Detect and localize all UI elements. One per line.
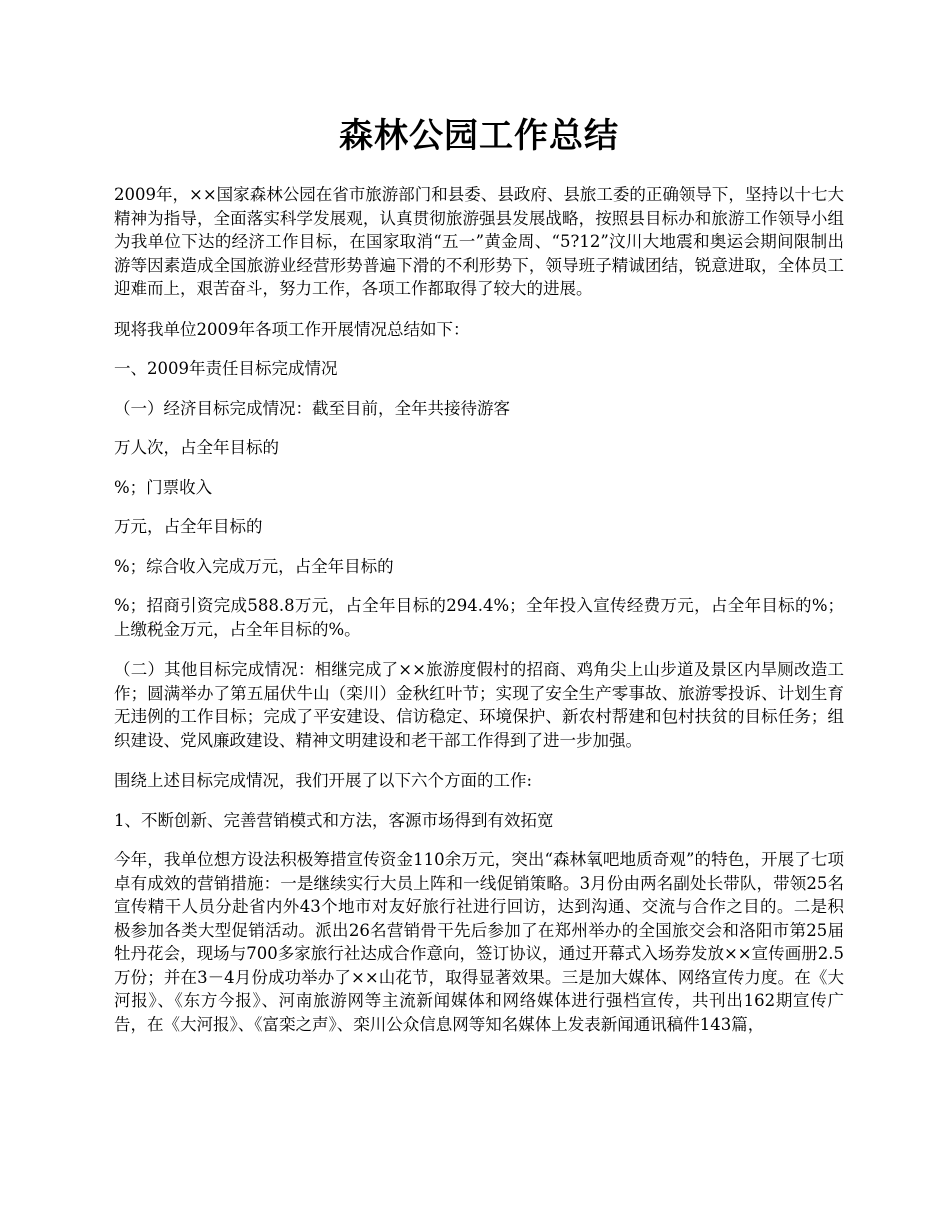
paragraph-ticket-percent: 万元，占全年目标的 — [114, 517, 263, 536]
document-body — [114, 183, 844, 1036]
document-title: 森林公园工作总结 — [339, 116, 619, 156]
paragraph-ticket-income: %；门票收入 — [114, 477, 213, 497]
paragraph-investment: %；招商引资完成588.8万元，占全年目标的294.4%；全年投入宣传经费万元，占全年目标的%；上缴税金万元，占全年目标的%。 — [114, 596, 844, 639]
paragraph-visitors-percent: 万人次，占全年目标的 — [114, 438, 279, 457]
paragraph-total-income: %；综合收入完成万元，占全年目标的 — [114, 556, 394, 576]
paragraph-marketing: 今年，我单位想方设法积极筹措宣传资金110余万元，突出“森林氧吧地质奇观”的特色，开展了七项卓有成效的营销措施：一是继续实行大员上阵和一线促销策略。3月份由两名副处长带队，带领25名宣传精干人员分赴省内外43个地市对友好旅行社进行回访，达到沟通、交流与合作之目的。二是积极参加各类大型促销活动。派出26名营销骨干先后参加了在郑州举办的全国旅交会和洛阳市第25届牡丹花会，现场与700多家旅行社达成合作意向，签订协议，通过开幕式入场券发放××宣传画册2.5万份；并在3－4月份成功举办了××山花节，取得显著效果。三是加大媒体、网络宣传力度。在《大河报》、《东方今报》、河南旅游网等主流新闻媒体和网络媒体进行强档宣传，共刊出162期宣传广告，在《大河报》、《富栾之声》、栾川公众信息网等知名媒体上发表新闻通讯稿件143篇， — [114, 850, 844, 1034]
paragraph-summary-lead: 现将我单位2009年各项工作开展情况总结如下： — [114, 319, 470, 339]
paragraph-intro: 2009年，××国家森林公园在省市旅游部门和县委、县政府、县旅工委的正确领导下，坚持以十七大精神为指导，全面落实科学发展观，认真贯彻旅游强县发展战略，按照县目标办和旅游工作领导小组为我单位下达的经济工作目标，在国家取消“五一”黄金周、“5?12”汶川大地震和奥运会期间限制出游等因素造成全国旅游业经营形势普遍下滑的不利形势下，领导班子精诚团结，锐意进取，全体员工迎难而上，艰苦奋斗，努力工作，各项工作都取得了较大的进展。 — [114, 185, 844, 298]
paragraph-six-aspects: 围绕上述目标完成情况，我们开展了以下六个方面的工作: — [114, 771, 533, 790]
document-page — [114, 0, 844, 1053]
section-heading-marketing: 1、不断创新、完善营销模式和方法，客源市场得到有效拓宽 — [114, 810, 554, 830]
section-heading-targets: 一、2009年责任目标完成情况 — [114, 359, 338, 378]
paragraph-other-targets: （二）其他目标完成情况：相继完成了××旅游度假村的招商、鸡角尖上山步道及景区内旱厕改造工作；圆满举办了第五届伏牛山（栾川）金秋红叶节；实现了安全生产零事故、旅游零投诉、计划生育无违例的工作目标；完成了平安建设、信访稳定、环境保护、新农村帮建和包村扶贫的目标任务；组织建设、党风廉政建设、精神文明建设和老干部工作得到了进一步加强。 — [114, 660, 844, 750]
paragraph-economic-targets: （一）经济目标完成情况：截至目前，全年共接待游客 — [114, 398, 510, 418]
